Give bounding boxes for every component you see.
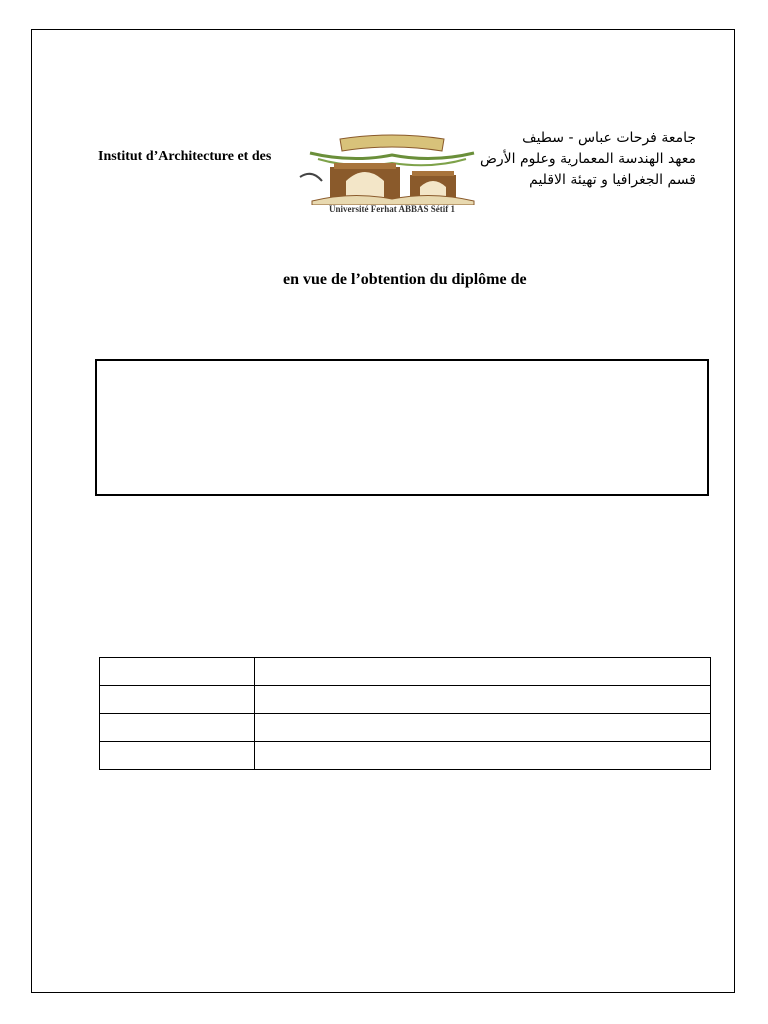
table-row	[100, 742, 711, 770]
table-cell	[255, 658, 711, 686]
table-cell	[100, 742, 255, 770]
thesis-title-box	[95, 359, 709, 496]
arabic-university-line: جامعة فرحات عباس - سطيف	[522, 130, 696, 146]
arabic-institute-line: معهد الهندسة المعمارية وعلوم الأرض	[479, 151, 696, 167]
table-row	[100, 686, 711, 714]
table-row	[100, 658, 711, 686]
arabic-department-line: قسم الجغرافيا و تهيئة الاقليم	[529, 172, 696, 188]
table-cell	[255, 742, 711, 770]
table-cell	[100, 714, 255, 742]
institute-name-fr: Institut d’Architecture et des	[98, 149, 272, 164]
arabic-header	[436, 128, 696, 191]
table-row	[100, 714, 711, 742]
table-cell	[255, 686, 711, 714]
table-cell	[255, 714, 711, 742]
logo-caption: Université Ferhat ABBAS Sétif 1	[329, 204, 455, 214]
jury-table	[99, 657, 711, 770]
diploma-line: en vue de l’obtention du diplôme de	[283, 271, 527, 288]
table-cell	[100, 686, 255, 714]
table-cell	[100, 658, 255, 686]
